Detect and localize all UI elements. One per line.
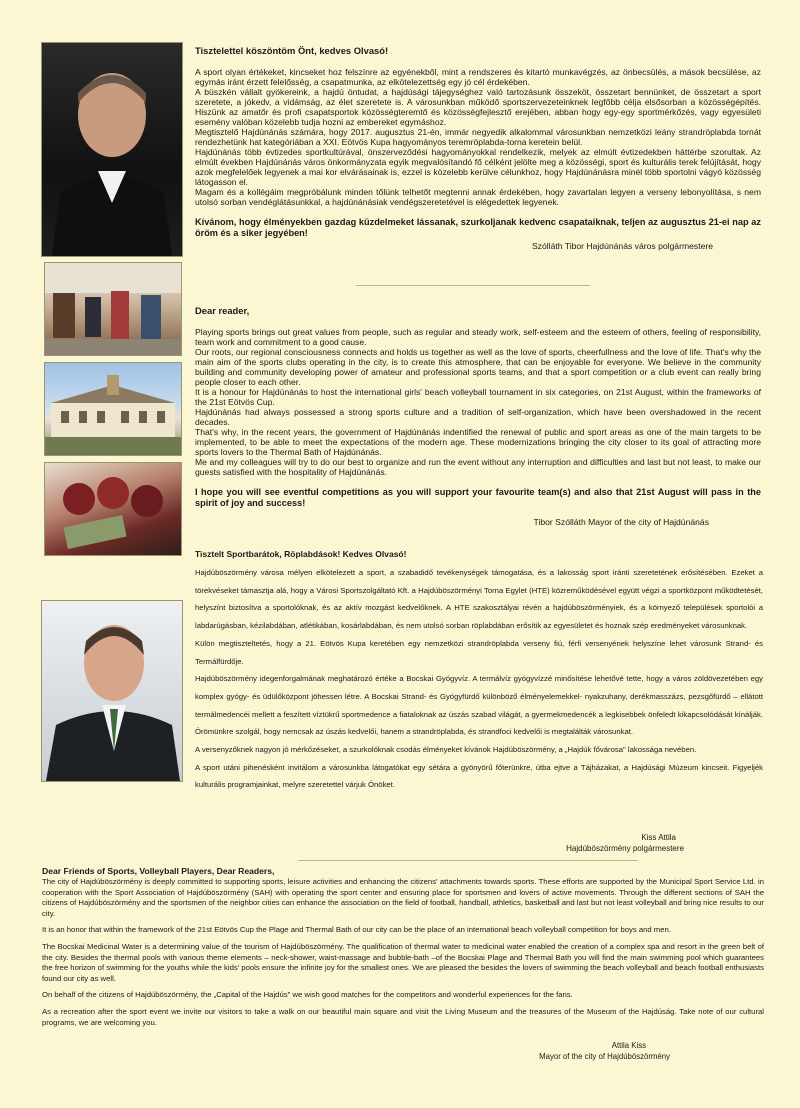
signature-block <box>480 833 684 854</box>
paragraph: It is an honor that within the framework of the 21st Eötvös Cup the Plage and Thermal Bath of our city can be the place of an international beach volleyball competition for boys and men. <box>42 925 671 935</box>
greeting-en: Dear Friends of Sports, Volleyball Players, Dear Readers, <box>42 866 275 876</box>
paragraph: That's why, in the recent years, the government of Hajdúnánás indentified the renewal of public and sport areas as one of the main targets to be implemented, to be able to meet the expectations of the modern age. These modernizations bringing the city closer to its goal of attracting more sports lovers to the Thermal Bath of Hajdúnánás. <box>195 427 761 457</box>
city-hall-photo <box>44 362 182 456</box>
closing-wish: I hope you will see eventful competitions as you will support your favourite team(s) and also that 21st August will pass in the spirit of joy and success! <box>195 487 761 508</box>
paragraph: On behalf of the citizens of Hajdúböszörmény, the „Capital of the Hajdús" we wish good matches for the competitors and wonderful experiences for the fans. <box>42 990 573 1000</box>
paragraph: Hajdúnánás had always possessed a strong sports culture and a tradition of self-organization, which have been overshadowed in the recent decades. <box>195 407 761 427</box>
section-hajdunanas-en <box>195 306 761 527</box>
paragraph: Külön megtiszteltetés, hogy a 21. Eötvös Kupa keretében egy nemzetközi strandröplabda verseny fiú, férfi versenyének helyszíne lehet városunk Strand- és Termálfürdője. <box>195 638 763 666</box>
paragraph: Our roots, our regional consciousness connects and holds us together as well as the love of sports, cheerfullness and the love of life. That's why the main aim of the sports clubs operating in the city, is to create this atmosphere, that can be enjoyable for everyone. We believe in the community building and community developing power of amateur and professional sports teams, and that a sport competition or a club event can really bring people closer to each other. <box>195 347 761 387</box>
mayor-szollath-portrait <box>41 42 183 257</box>
paragraph: Hajdúböszörmény idegenforgalmának meghatározó értéke a Bocskai Gyógyvíz. A termálvíz gyógyvízzé minősítése lehetővé tette, hogy a város zöldövezetében egy komplex gyógy- és üdülőközpont jöhessen létre. A Bocskai Strand- és Gyógyfürdő különböző élményelemekkel- nyakzuhany, derékmasszázs, pezsgőfürdő – ellátott termálmedencéi mellett a feszített víztükrű sportmedence a fiataloknak az úszás szabad világát, a gyermekmedencék a legkisebbek önfeledt kikapcsolódását kínálják. Örömünkre szolgál, hogy nemcsak az úszás kedvelői, hanem a strandröplabda, és strandfoci kedvelői is megtalálták városunkat. <box>195 674 763 737</box>
paragraph: As a recreation after the sport event we invite our visitors to take a walk on our beautiful main square and visit the Living Museum and the treasures of the Museum of the Hajdúság. Take note of our cultural programs, we are welcoming you. <box>42 1006 764 1027</box>
greeting-en: Dear reader, <box>195 305 250 316</box>
greeting-hu: Tisztelettel köszöntöm Önt, kedves Olvasó! <box>195 45 389 56</box>
signature-name: Kiss Attila <box>641 833 676 842</box>
signature-block <box>470 1041 670 1062</box>
signature-title: Mayor of the city of Hajdúböszörmény <box>539 1051 670 1061</box>
mayor-kiss-portrait <box>41 600 183 782</box>
signature-name: Attila Kiss <box>611 1041 646 1050</box>
paragraph: The city of Hajdúböszörmény is deeply committed to supporting sports, leisure activities and enhancing the citizens' attachments towards sports. These efforts are supported by the Municipal Sport Service Ltd. in cooperation with the Sport Association of Hajdúböszörmény (SAH) with operating the sport center and ensuring place for sportsmen and lovers of active movements. Through the different sections of SAH the citizens of Hajdúböszörmény and the sportsmen of the neighbor cities can enhance the association on the field of football, handball, athletics, basketball and last but not least volleyball and bring nice results to our city. <box>42 877 764 918</box>
paragraph: Hajdúnánás több évtizedes sportkultúrával, önszerveződési hagyományokkal rendelkezik, melyek az elmúlt évtizedekben háttérbe szorultak. Az elmúlt években Hajdúnánás város önkormányzata egyik megvalósítandó fő célként jelölte meg a közösségi, sport és kulturális terek felújítását, hogy azok megfelelőek legyenek a mai kor elvárásainak is, ezzel is közelebb kerülve célunkhoz, hogy Hajdúnánásra minél több sportolni vágyó közösség látogasson el. <box>195 147 761 187</box>
paragraph: Hajdúböszörmény városa mélyen elkötelezett a sport, a szabadidő tevékenységek támogatása, és a lakosság sport iránti szeretetének erősítésében. Ezeket a törekvéseket támasztja alá, hogy a Városi Sportszolgáltató Kft. a Hajdúböszörményi Torna Egylet (HTE) közreműködésével együtt végzi a sportközpont működtetését, helyszínt biztosítva a sportolóknak, és az aktív mozgást kedvelőknek. A HTE szakosztályai révén a hajdúböszörményiek, és a környező települések sportolói a labdarúgásban, kézilabdában, atlétikában, kosárlabdában, és nem utolsó sorban röplabdában erősítik az egyesületet és hoznak szép eredményeket városunknak. <box>195 568 763 631</box>
section-hajduboszormeny-en <box>42 865 764 1028</box>
closing-wish: Kívánom, hogy élményekben gazdag küzdelmeket lássanak, szurkoljanak kedvenc csapataiknak, teljen az augusztus 21-ei nap az öröm és a siker jegyében! <box>195 217 761 238</box>
paragraph: Megtisztelő Hajdúnánás számára, hogy 2017. augusztus 21-én, immár negyedik alkalommal városunkban nemzetközi leány strandröplabda tornát rendezhetünk hat kategóriában a XXI. Eötvös Kupa hagyományos teremröplabda-torna keretein belül. <box>195 127 761 147</box>
paragraph: A sport olyan értékeket, kincseket hoz felszínre az egyénekből, mint a rendszeres és kitartó munkavégzés, az önbecsülés, a mások becsülése, az egymás iránt érzett felelősség, a csapatmunka, az elkötelezettség egy jó cél érdekében. <box>195 67 761 87</box>
section-hajdunanas-hu <box>195 46 761 251</box>
signature: Szólláth Tibor Hajdúnánás város polgármestere <box>531 241 713 251</box>
paragraph: Magam és a kollégáim megpróbálunk minden tőlünk telhetőt megtenni annak érdekében, hogy zavartalan legyen a verseny lebonyolítása, s nem utolsó sorban vendéglátásunkkal, a hajdúnánásiak vendégszeretetével is elégedettek legyenek. <box>195 187 761 207</box>
paragraph: It is a honour for Hajdúnánás to host the international girls' beach volleyball tournament in six categories, on 21st August, within the frameworks of the 21st Eötvös Cup. <box>195 387 761 407</box>
market-scene-photo <box>44 262 182 356</box>
paragraph: A sport utáni pihenésként invitálom a városunkba látogatókat egy sétára a gyönyörű főterünkre, útba ejtve a Tájházakat, a Hajdúsági Múzeum kincseit. Figyeljék kulturális programjainkat, melyre szeretettel várjuk Önöket. <box>195 762 763 790</box>
paragraph: A büszkén vállalt gyökereink, a hajdú öntudat, a hajdúsági tájegységhez való tartozásunk összeköt, összetart bennünket, de összetart a sport szeretete, a jókedv, a vidámság, az élet szeretete is. A városunkban működő sportszervezeteinknek legfőbb célja elsősorban a közösségépítés. Hiszünk az amatőr és profi csapatsportok közösségteremtő és közösségfejlesztő erejében, abban hogy egy-egy sportmérkőzés, vagy egyesületi esemény valóban közelebb tudja hozni az embereket egymáshoz. <box>195 87 761 127</box>
divider <box>298 860 638 861</box>
paragraph: A versenyzőknek nagyon jó mérkőzéseket, a szurkolóknak csodás élményeket kívánok Hajdúböszörmény, a „Hajdúk fővárosa" lakossága nevében. <box>195 745 697 755</box>
divider <box>356 285 590 286</box>
section-hajduboszormeny-hu <box>195 548 763 794</box>
signature: Tibor Szólláth Mayor of the city of Hajdúnánás <box>533 517 709 527</box>
paragraph: The Bocskai Medicinal Water is a determining value of the tourism of Hajdúböszörmény. The qualification of thermal water to medicinal water enabled the creation of a complex spa and resort in the green belt of the city. Besides the thermal pools with various theme elements – neck-shower, waist-massage and bubble-bath –of the Bocskai Plage and Thermal Bath you will find the main swimming pool which guarantees the free horizon of swimming for the youths while the kids' pools ensure the infinite joy for the smallest ones. We are pleased the besides the lovers of swimming the beach volleyball and beach football enthusiasts found our city as well. <box>42 941 764 983</box>
paragraph: Me and my colleagues will try to do our best to organize and run the event without any interruption and difficulties and last but not least, to make our guests satisfied with the hospitality of Hajdúnánás. <box>195 457 761 477</box>
greeting-hu: Tisztelt Sportbarátok, Röplabdások! Kedves Olvasó! <box>195 549 407 559</box>
signature-title: Hajdúböszörmény polgármestere <box>566 843 684 853</box>
paragraph: Playing sports brings out great values from people, such as regular and steady work, self-esteem and the esteem of others, feeling of responsibility, team work and commitment to a good cause. <box>195 327 761 347</box>
jam-jars-photo <box>44 462 182 556</box>
